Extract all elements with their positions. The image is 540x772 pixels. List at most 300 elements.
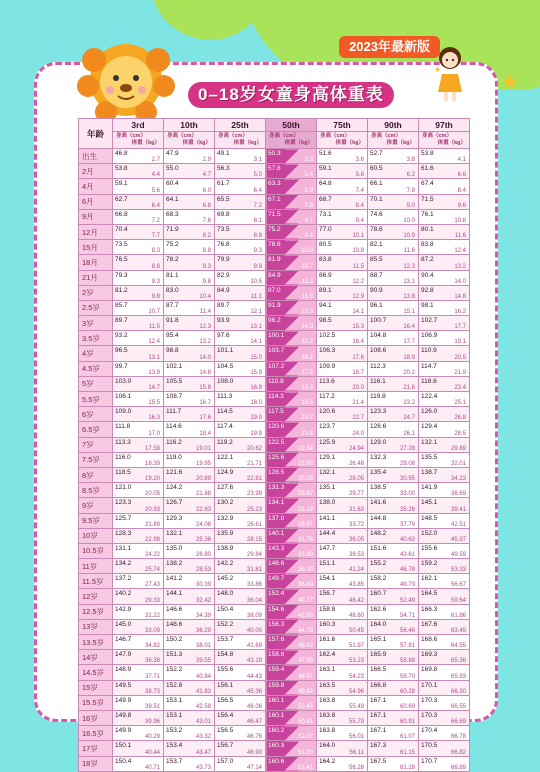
table-row <box>79 665 470 680</box>
height-unit: 身高（cm） <box>116 133 146 139</box>
value-cell <box>419 483 470 498</box>
age-cell: 3岁 <box>79 316 113 331</box>
weight-value: 33.86 <box>246 582 262 589</box>
height-value: 154.6 <box>268 605 285 613</box>
value-cell <box>368 331 419 346</box>
weight-value: 60.91 <box>399 719 415 726</box>
value-cell <box>164 194 215 209</box>
value-cell <box>113 346 164 361</box>
value-cell <box>368 619 419 634</box>
value-cell <box>368 604 419 619</box>
value-cell <box>368 149 419 164</box>
height-value: 165.1 <box>370 636 387 643</box>
height-value: 76.5 <box>115 256 128 264</box>
value-cell <box>113 665 164 680</box>
weight-unit: 体重（kg） <box>182 140 211 146</box>
height-value: 98.8 <box>166 347 179 355</box>
height-value: 135.4 <box>370 468 387 476</box>
height-value: 80.1 <box>421 225 434 233</box>
value-cell <box>215 422 266 437</box>
height-value: 64.8 <box>319 180 332 188</box>
weight-value: 40.00 <box>246 628 262 634</box>
height-value: 103.0 <box>115 377 132 385</box>
value-cell <box>419 392 470 407</box>
height-value: 155.2 <box>370 560 387 568</box>
weight-value: 6.4 <box>253 187 262 194</box>
value-cell <box>368 164 419 179</box>
value-cell <box>164 619 215 634</box>
value-cell <box>317 695 368 710</box>
weight-value: 21.8 <box>301 430 313 437</box>
weight-value: 6.9 <box>304 187 313 194</box>
value-cell <box>164 285 215 300</box>
value-cell <box>266 179 317 194</box>
height-value: 104.5 <box>217 362 234 370</box>
value-cell <box>368 361 419 376</box>
height-value: 163.8 <box>319 711 336 719</box>
weight-value: 6.2 <box>406 172 415 179</box>
value-cell <box>419 407 470 422</box>
weight-value: 31.81 <box>246 567 262 574</box>
value-cell <box>317 437 368 452</box>
weight-value: 12.9 <box>352 293 364 300</box>
weight-value: 20.62 <box>246 445 262 452</box>
height-value: 149.9 <box>115 727 132 735</box>
page-title: 0–18岁女童身高体重表 <box>188 82 394 108</box>
height-value: 87.0 <box>268 286 281 294</box>
value-cell <box>317 209 368 224</box>
weight-value: 52.49 <box>399 597 415 604</box>
height-value: 146.6 <box>166 605 183 613</box>
weight-value: 25.25 <box>297 476 313 483</box>
weight-value: 11.6 <box>403 248 415 255</box>
weight-value: 42.58 <box>195 703 211 710</box>
height-value: 98.1 <box>421 301 434 309</box>
table-row <box>79 194 470 209</box>
age-cell: 12.5岁 <box>79 604 113 619</box>
weight-value: 43.73 <box>195 764 211 771</box>
weight-value: 33.72 <box>348 521 364 528</box>
weight-value: 36.04 <box>246 597 262 604</box>
value-cell <box>317 680 368 695</box>
value-cell <box>164 467 215 482</box>
age-cell: 13.5岁 <box>79 635 113 650</box>
height-value: 116.2 <box>166 438 182 446</box>
height-value: 147.7 <box>319 544 336 552</box>
value-cell <box>164 392 215 407</box>
value-cell <box>266 452 317 467</box>
weight-value: 10.7 <box>148 309 160 316</box>
weight-value: 8.8 <box>151 263 160 270</box>
table-row <box>79 483 470 498</box>
age-cell: 8岁 <box>79 467 113 482</box>
value-cell <box>215 240 266 255</box>
weight-value: 11.5 <box>148 324 160 331</box>
value-cell <box>317 316 368 331</box>
height-value: 158.6 <box>268 651 285 659</box>
value-cell <box>215 164 266 179</box>
weight-value: 53.33 <box>450 567 466 574</box>
weight-value: 11.1 <box>250 293 262 300</box>
height-value: 167.1 <box>370 711 387 719</box>
height-value: 127.6 <box>217 484 234 492</box>
height-value: 84.9 <box>217 286 230 294</box>
height-value: 167.6 <box>421 620 438 628</box>
height-value: 156.3 <box>268 620 285 628</box>
height-value: 60.5 <box>370 165 383 173</box>
weight-value: 10.8 <box>352 248 364 255</box>
value-cell <box>419 574 470 589</box>
weight-value: 38.01 <box>195 643 211 650</box>
weight-unit: 体重（kg） <box>335 140 364 146</box>
age-cell: 16.5岁 <box>79 726 113 741</box>
height-value: 121.0 <box>115 484 132 492</box>
height-value: 137.2 <box>115 575 132 583</box>
age-cell: 4岁 <box>79 346 113 361</box>
age-cell: 12岁 <box>79 589 113 604</box>
value-cell <box>215 346 266 361</box>
value-cell <box>266 240 317 255</box>
value-cell <box>317 589 368 604</box>
weight-value: 15.8 <box>199 385 211 391</box>
age-cell: 2岁 <box>79 285 113 300</box>
weight-value: 32.01 <box>450 460 466 467</box>
height-value: 150.4 <box>115 757 132 765</box>
value-cell <box>368 650 419 665</box>
height-value: 49.1 <box>217 150 230 157</box>
height-value: 129.0 <box>370 438 387 446</box>
height-value: 158.8 <box>319 605 336 613</box>
value-cell <box>113 513 164 528</box>
age-cell: 6月 <box>79 194 113 209</box>
weight-value: 23.93 <box>297 460 313 467</box>
age-cell: 9岁 <box>79 498 113 513</box>
weight-value: 31.63 <box>348 506 364 513</box>
value-cell <box>266 665 317 680</box>
weight-value: 9.9 <box>253 263 262 270</box>
value-cell <box>215 179 266 194</box>
weight-value: 6.8 <box>202 202 211 209</box>
height-value: 170.5 <box>421 742 438 750</box>
weight-value: 4.1 <box>457 157 466 164</box>
weight-value: 17.7 <box>403 339 415 346</box>
value-cell <box>419 528 470 543</box>
value-cell <box>215 452 266 467</box>
value-cell <box>368 498 419 513</box>
height-value: 114.5 <box>217 408 233 416</box>
value-cell <box>368 346 419 361</box>
weight-value: 18.4 <box>199 430 211 437</box>
height-value: 148.5 <box>421 514 438 522</box>
weight-value: 5.0 <box>253 172 262 179</box>
table-row <box>79 300 470 315</box>
weight-value: 16.2 <box>301 354 313 361</box>
weight-value: 29.33 <box>144 597 160 604</box>
height-value: 155.6 <box>217 666 234 674</box>
weight-value: 13.1 <box>148 354 160 361</box>
weight-value: 57.81 <box>399 643 415 650</box>
weight-value: 51.97 <box>348 643 364 650</box>
weight-value: 19.20 <box>144 476 160 483</box>
weight-value: 15.5 <box>148 400 160 407</box>
value-cell <box>419 619 470 634</box>
weight-value: 22.64 <box>297 445 313 452</box>
value-cell <box>419 452 470 467</box>
height-value: 47.9 <box>166 150 179 157</box>
value-cell <box>368 559 419 574</box>
value-cell <box>113 164 164 179</box>
value-cell <box>113 635 164 650</box>
value-cell <box>419 179 470 194</box>
value-cell <box>266 741 317 756</box>
height-value: 132.3 <box>370 453 387 461</box>
weight-value: 20.7 <box>301 415 313 422</box>
weight-value: 56.46 <box>399 628 415 634</box>
table-row <box>79 422 470 437</box>
value-cell <box>113 407 164 422</box>
height-value: 138.5 <box>370 484 387 492</box>
height-value: 113.6 <box>319 377 335 385</box>
value-cell <box>419 361 470 376</box>
weight-value: 7.6 <box>202 217 211 224</box>
weight-value: 49.73 <box>399 582 415 589</box>
height-value: 135.9 <box>217 529 234 537</box>
weight-value: 3.3 <box>304 157 313 164</box>
value-cell <box>113 543 164 558</box>
value-cell <box>419 589 470 604</box>
height-value: 74.6 <box>370 210 383 218</box>
age-cell: 9.5岁 <box>79 513 113 528</box>
height-unit: 身高（cm） <box>218 133 248 139</box>
height-value: 81.1 <box>166 271 179 279</box>
value-cell <box>368 376 419 391</box>
height-value: 150.1 <box>115 742 132 750</box>
height-value: 95.4 <box>166 332 179 340</box>
height-value: 164.5 <box>421 590 438 598</box>
value-cell <box>215 209 266 224</box>
weight-value: 17.2 <box>301 369 313 376</box>
height-value: 170.1 <box>421 681 438 689</box>
value-cell <box>266 619 317 634</box>
value-cell <box>164 695 215 710</box>
height-value: 141.2 <box>166 575 183 583</box>
height-value: 52.7 <box>370 150 383 157</box>
weight-value: 15.3 <box>352 324 364 331</box>
weight-value: 40.44 <box>144 749 160 756</box>
height-value: 162.1 <box>421 575 438 583</box>
weight-value: 19.5 <box>301 400 313 407</box>
value-cell <box>317 741 368 756</box>
age-cell: 21月 <box>79 270 113 285</box>
height-value: 142.2 <box>217 560 234 568</box>
value-cell <box>113 589 164 604</box>
weight-value: 20.93 <box>144 506 160 513</box>
value-cell <box>164 513 215 528</box>
value-cell <box>317 665 368 680</box>
height-value: 149.7 <box>268 575 285 583</box>
height-value: 78.6 <box>370 225 383 233</box>
value-cell <box>368 194 419 209</box>
weight-value: 11.4 <box>199 309 211 316</box>
value-cell <box>317 467 368 482</box>
weight-value: 50.45 <box>348 628 364 634</box>
age-cell: 出生 <box>79 149 113 164</box>
weight-value: 25.74 <box>144 567 160 574</box>
weight-value: 21.88 <box>195 491 211 498</box>
percentile-header: 25th <box>215 119 266 132</box>
percentile-header: 97th <box>419 119 470 132</box>
weight-value: 66.78 <box>450 734 466 741</box>
height-value: 166.5 <box>370 666 387 674</box>
value-cell <box>368 467 419 482</box>
value-cell <box>419 635 470 650</box>
height-value: 89.7 <box>115 317 128 325</box>
weight-value: 43.85 <box>348 582 364 589</box>
weight-value: 26.61 <box>246 521 262 528</box>
height-value: 163.8 <box>319 727 336 735</box>
value-cell <box>113 224 164 239</box>
weight-unit: 体重（kg） <box>284 140 313 146</box>
weight-value: 8.8 <box>253 233 262 240</box>
weight-value: 10.7 <box>301 263 313 270</box>
height-value: 132.1 <box>421 438 438 446</box>
value-cell <box>266 149 317 164</box>
weight-value: 21.4 <box>352 400 364 407</box>
value-cell <box>368 316 419 331</box>
value-cell <box>164 361 215 376</box>
height-unit: 身高（cm） <box>371 133 401 139</box>
weight-value: 19.01 <box>195 445 211 452</box>
age-cell: 18岁 <box>79 756 113 771</box>
value-cell <box>266 483 317 498</box>
height-value: 137.0 <box>268 514 285 522</box>
height-value: 46.8 <box>115 150 128 157</box>
value-cell <box>266 164 317 179</box>
value-cell <box>317 604 368 619</box>
weight-value: 22.7 <box>352 415 364 422</box>
weight-value: 26.80 <box>195 552 211 559</box>
weight-value: 8.2 <box>202 233 211 240</box>
value-cell <box>317 452 368 467</box>
value-cell <box>113 710 164 725</box>
weight-value: 9.4 <box>304 233 313 240</box>
weight-value: 43.01 <box>195 719 211 726</box>
value-cell <box>266 437 317 452</box>
weight-value: 46.06 <box>246 703 262 710</box>
value-cell <box>266 528 317 543</box>
weight-value: 17.0 <box>148 430 160 437</box>
unit-header <box>419 132 470 149</box>
weight-value: 39.55 <box>195 658 211 665</box>
weight-value: 48.97 <box>297 673 313 680</box>
height-value: 76.1 <box>421 210 434 218</box>
weight-value: 24.08 <box>195 521 211 528</box>
height-value: 156.5 <box>217 727 234 735</box>
height-value: 112.3 <box>370 362 386 370</box>
value-cell <box>215 407 266 422</box>
height-value: 105.5 <box>166 377 183 385</box>
value-cell <box>164 407 215 422</box>
height-value: 168.6 <box>421 636 438 643</box>
unit-header <box>113 132 164 149</box>
value-cell <box>317 513 368 528</box>
table-row <box>79 513 470 528</box>
value-cell <box>419 255 470 270</box>
height-unit: 身高（cm） <box>269 133 299 139</box>
height-value: 60.4 <box>166 180 179 188</box>
value-cell <box>215 559 266 574</box>
weight-value: 5.8 <box>355 172 364 179</box>
value-cell <box>266 392 317 407</box>
height-value: 138.9 <box>217 544 234 552</box>
value-cell <box>215 376 266 391</box>
value-cell <box>215 361 266 376</box>
weight-unit: 体重（kg） <box>386 140 415 146</box>
weight-value: 10.1 <box>352 233 364 240</box>
height-value: 85.5 <box>370 256 383 264</box>
value-cell <box>164 710 215 725</box>
weight-value: 7.2 <box>151 217 160 224</box>
table-row <box>79 331 470 346</box>
height-value: 106.9 <box>421 332 438 340</box>
weight-value: 9.3 <box>202 263 211 270</box>
value-cell <box>164 224 215 239</box>
height-value: 50.3 <box>268 150 281 157</box>
height-value: 81.2 <box>115 286 128 294</box>
height-value: 68.7 <box>319 195 332 203</box>
weight-value: 61.15 <box>399 749 415 756</box>
weight-value: 9.3 <box>151 278 160 285</box>
height-value: 122.1 <box>217 453 234 461</box>
height-value: 59.1 <box>115 180 128 188</box>
weight-value: 13.1 <box>403 278 415 285</box>
height-value: 79.3 <box>115 271 128 279</box>
height-value: 67.4 <box>421 180 434 188</box>
weight-unit: 体重（kg） <box>131 140 160 146</box>
value-cell <box>266 422 317 437</box>
table-row <box>79 467 470 482</box>
height-value: 125.6 <box>268 453 285 461</box>
table-row <box>79 619 470 634</box>
value-cell <box>215 650 266 665</box>
age-cell: 2月 <box>79 164 113 179</box>
height-value: 91.8 <box>166 317 179 325</box>
weight-value: 23.4 <box>454 385 466 391</box>
weight-value: 24.7 <box>403 415 415 422</box>
height-value: 51.6 <box>319 150 332 157</box>
weight-value: 14.8 <box>454 293 466 300</box>
value-cell <box>317 422 368 437</box>
value-cell <box>164 164 215 179</box>
weight-value: 23.99 <box>246 491 262 498</box>
weight-value: 53.23 <box>348 658 364 665</box>
value-cell <box>368 392 419 407</box>
height-value: 151.1 <box>319 560 336 568</box>
weight-value: 36.69 <box>450 491 466 498</box>
weight-value: 7.7 <box>151 233 160 240</box>
height-value: 145.1 <box>421 499 438 507</box>
weight-value: 24.94 <box>348 445 364 452</box>
height-value: 101.1 <box>217 347 234 355</box>
height-value: 61.7 <box>217 180 230 188</box>
value-cell <box>266 604 317 619</box>
height-value: 70.1 <box>370 195 383 203</box>
weight-value: 11.9 <box>301 293 313 300</box>
value-cell <box>215 392 266 407</box>
value-cell <box>266 726 317 741</box>
value-cell <box>215 574 266 589</box>
weight-value: 30.95 <box>399 476 415 483</box>
